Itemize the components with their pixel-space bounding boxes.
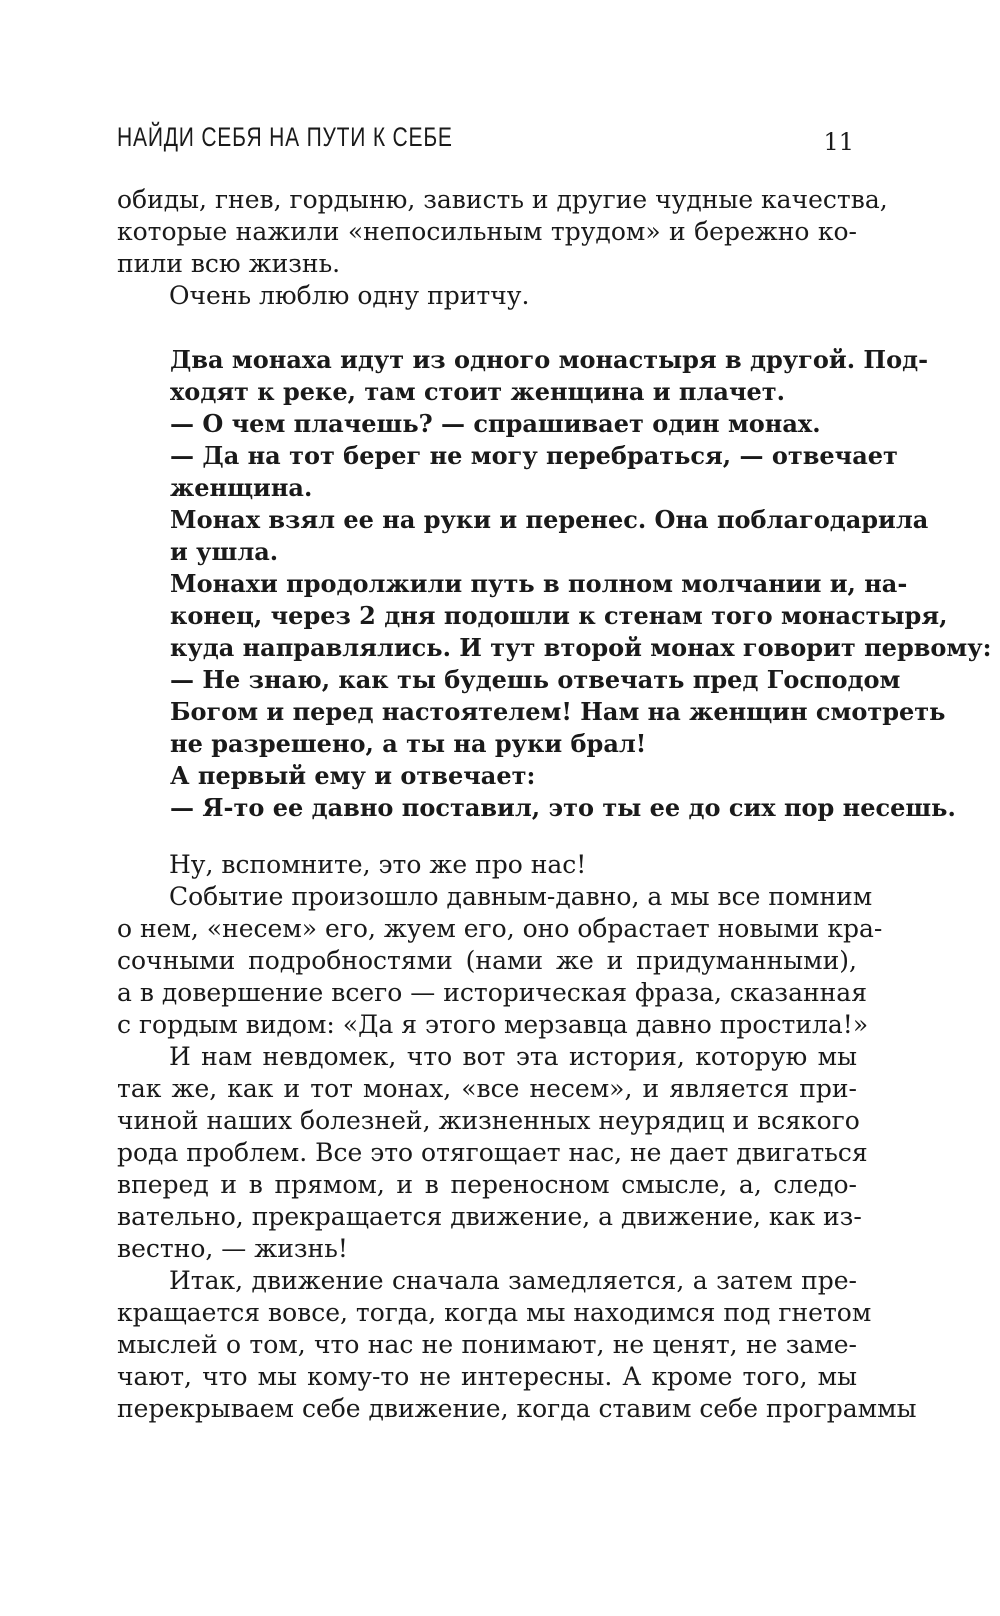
parable-line: конец, через 2 дня подошли к стенам того монастыря, <box>170 601 948 630</box>
text-line: а в довершение всего — историческая фраза, сказанная <box>117 978 867 1007</box>
text-line: вательно, прекращается движение, а движение, как из- <box>117 1202 862 1231</box>
text-line: вестно, — жизнь! <box>117 1234 348 1263</box>
text-line: перекрываем себе движение, когда ставим себе программы <box>117 1394 917 1423</box>
parable-line: женщина. <box>170 473 313 502</box>
running-title: НАЙДИ СЕБЯ НА ПУТИ К СЕБЕ <box>117 122 453 152</box>
parable-line: Богом и перед настоятелем! Нам на женщин смотреть <box>170 697 946 726</box>
parable-line: Монахи продолжили путь в полном молчании и, на- <box>170 569 908 598</box>
text-line: кращается вовсе, тогда, когда мы находимся под гнетом <box>117 1298 872 1327</box>
parable-line: ходят к реке, там стоит женщина и плачет. <box>170 377 786 406</box>
parable-line: — Да на тот берег не могу перебраться, — отвечает <box>170 441 898 470</box>
parable-line: — Не знаю, как ты будешь отвечать пред Господом <box>170 665 901 694</box>
text-line: чают, что мы кому-то не интересны. А кроме того, мы <box>117 1362 857 1391</box>
text-line: пили всю жизнь. <box>117 249 341 278</box>
text-line: рода проблем. Все это отягощает нас, не дает двигаться <box>117 1138 868 1167</box>
text-line: Очень люблю одну притчу. <box>169 281 530 310</box>
text-line: чиной наших болезней, жизненных неурядиц и всякого <box>117 1106 860 1135</box>
parable-line: — Я-то ее давно поставил, это ты ее до сих пор несешь. <box>170 793 956 822</box>
parable-line: не разрешено, а ты на руки брал! <box>170 729 647 758</box>
text-line: с гордым видом: «Да я этого мерзавца давно простила!» <box>117 1010 869 1039</box>
parable-line: — О чем плачешь? — спрашивает один монах. <box>170 409 821 438</box>
text-line: И нам невдомек, что вот эта история, которую мы <box>169 1042 857 1071</box>
text-line: обиды, гнев, гордыню, зависть и другие чудные качества, <box>117 185 888 214</box>
text-line: которые нажили «непосильным трудом» и бережно ко- <box>117 217 857 246</box>
text-line: Итак, движение сначала замедляется, а затем пре- <box>169 1266 857 1295</box>
parable-line: А первый ему и отвечает: <box>170 761 536 790</box>
text-line: так же, как и тот монах, «все несем», и является при- <box>117 1074 857 1103</box>
text-line: сочными подробностями (нами же и придуманными), <box>117 946 857 975</box>
text-line: мыслей о том, что нас не понимают, не ценят, не заме- <box>117 1330 857 1359</box>
text-line: вперед и в прямом, и в переносном смысле, а, следо- <box>117 1170 857 1199</box>
parable-line: и ушла. <box>170 537 279 566</box>
text-line: о нем, «несем» его, жуем его, оно обрастает новыми кра- <box>117 914 883 943</box>
text-line: Событие произошло давным-давно, а мы все помним <box>169 882 873 911</box>
parable-line: Два монаха идут из одного монастыря в другой. Под- <box>170 345 929 374</box>
parable-line: куда направлялись. И тут второй монах говорит первому: <box>170 633 992 662</box>
text-line: Ну, вспомните, это же про нас! <box>169 850 587 879</box>
parable-line: Монах взял ее на руки и перенес. Она поблагодарила <box>170 505 929 534</box>
page-number: 11 <box>823 128 854 156</box>
